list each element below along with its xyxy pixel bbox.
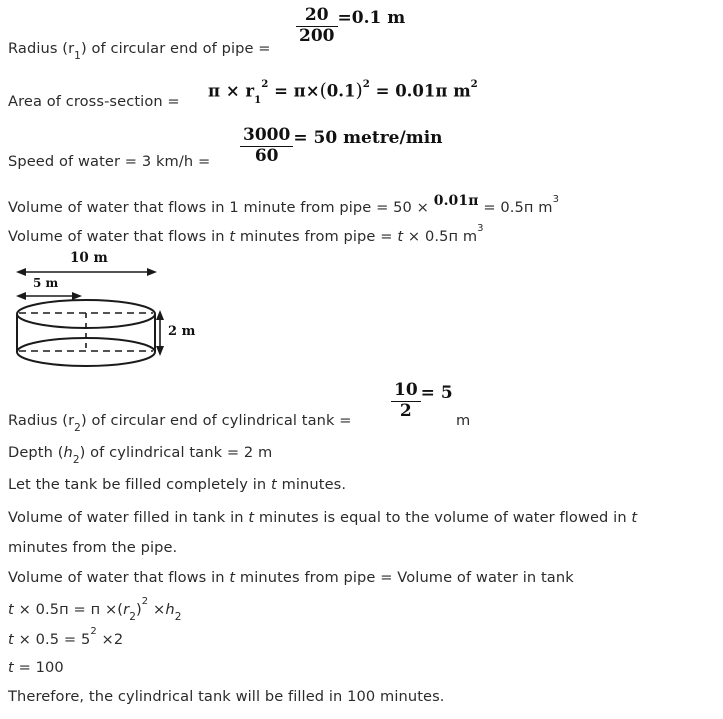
line-let-tank-filled: [8, 478, 346, 493]
line-radius-of-tank: [8, 412, 352, 434]
radius-pipe-label: Radius (r: [8, 40, 75, 57]
diameter-arrow-right-head: [147, 268, 157, 276]
line-volume-equality-1: [8, 511, 637, 526]
fraction-20-over-200: [296, 7, 338, 46]
diameter-label: 10 m: [70, 250, 108, 266]
volume-one-minute-superscript: 3: [552, 194, 560, 205]
area-paren-open: (: [319, 80, 327, 102]
fraction-denominator: 2: [399, 400, 412, 421]
radius-pipe-label-rest: ) of circular end of pipe =: [80, 40, 271, 57]
area-paren-superscript: 2: [362, 77, 370, 90]
radius-pipe-result: =0.1 m: [337, 7, 406, 28]
fraction-3000-over-60: [240, 127, 293, 166]
radius-arrow-left-head: [16, 292, 26, 300]
line-radius-of-pipe: [8, 40, 271, 62]
line-conclusion: Therefore, the cylindrical tank will be filled in 100 minutes.: [8, 688, 445, 705]
depth-part1: Depth (: [8, 444, 64, 461]
volume-t-superscript: 3: [477, 223, 484, 234]
volume-eq3-part1: Volume of water that flows in: [8, 569, 230, 586]
eq1-part3: ×: [148, 600, 166, 618]
volume-one-minute-part1: Volume of water that flows in 1 minute from pipe = 50 ×: [8, 198, 434, 216]
eq2-part1: × 0.5 = 5: [13, 630, 91, 648]
eq1-h-variable: h: [165, 600, 175, 618]
fraction-denominator: 60: [254, 145, 279, 166]
fraction-numerator: 3000: [240, 127, 293, 147]
cylinder-bottom-ellipse: [17, 338, 155, 366]
area-label: Area of cross-section =: [8, 93, 180, 110]
eq1-h-subscript: 2: [174, 610, 182, 623]
depth-variable-subscript: 2: [72, 453, 80, 466]
radius-pipe-math: [296, 5, 406, 47]
area-expr-superscript: 2: [261, 77, 269, 90]
diameter-arrow-left-head: [16, 268, 26, 276]
eq1-variable: t: [8, 600, 14, 618]
area-expr-subscript: 1: [254, 93, 262, 106]
volume-one-minute-part2: = 0.5п m: [478, 198, 553, 216]
eq2-superscript: 2: [90, 626, 97, 637]
depth-arrow-bottom-head: [156, 346, 164, 356]
line-equation-1: [8, 596, 182, 623]
let-tank-part2: minutes.: [276, 476, 347, 493]
volume-t-variable: t: [229, 227, 236, 245]
volume-eq-part1: Volume of water filled in tank in: [8, 509, 249, 526]
eq3-part1: = 100: [13, 659, 64, 676]
cylinder-svg: [0, 252, 230, 380]
radius-arrow-right-head: [72, 292, 82, 300]
area-equals-2: =: [369, 81, 396, 101]
eq1-superscript: 2: [141, 596, 149, 607]
volume-eq3-variable: t: [229, 569, 236, 586]
line-area-of-cross-section: [8, 95, 180, 110]
volume-eq-variable-2: t: [631, 509, 638, 526]
eq1-part2: ): [135, 600, 142, 618]
line-depth-of-tank: [8, 444, 273, 466]
eq1-part1: × 0.5п = п ×(: [13, 600, 124, 618]
radius-tank-label: Radius (r: [8, 412, 75, 429]
volume-one-minute-expr: 0.01π: [433, 192, 479, 209]
line-volume-one-minute: [8, 192, 560, 216]
radius-tank-math: [391, 380, 453, 422]
area-paren-value: 0.1: [326, 81, 356, 101]
volume-t-part2: minutes from pipe =: [235, 227, 398, 245]
eq2-variable: t: [8, 630, 14, 648]
radius-label: 5 m: [33, 276, 59, 290]
line-equation-3: [8, 661, 64, 676]
volume-t-variable-2: t: [397, 227, 404, 245]
area-equals-1: =: [268, 81, 294, 101]
fraction-denominator: 200: [299, 25, 335, 46]
let-tank-part1: Let the tank be filled completely in: [8, 476, 272, 493]
area-expr-pi-r: π × r: [208, 81, 255, 101]
radius-tank-label-rest: ) of circular end of cylindrical tank =: [80, 412, 352, 429]
fraction-numerator: 20: [296, 7, 338, 27]
depth-arrow-top-head: [156, 310, 164, 320]
area-expr-pi-times: π×: [293, 81, 320, 101]
speed-label: Speed of water = 3 km/h =: [8, 153, 211, 170]
depth-label: 2 m: [168, 324, 196, 339]
fraction-numerator: 10: [391, 382, 421, 402]
volume-t-part1: Volume of water that flows in: [8, 227, 230, 245]
speed-result: = 50 metre/min: [293, 127, 443, 148]
volume-t-part3: × 0.5п m: [403, 227, 478, 245]
volume-eq-part2: minutes is equal to the volume of water flowed in: [254, 509, 632, 526]
line-volume-t-minutes: [8, 223, 484, 245]
area-math: [208, 77, 478, 106]
line-equation-2: [8, 626, 124, 648]
line-volume-equality-3: [8, 571, 574, 586]
eq3-variable: t: [8, 659, 14, 676]
eq1-r-variable: r: [123, 600, 130, 618]
fraction-10-over-2: [391, 382, 421, 421]
volume-eq-variable: t: [248, 509, 255, 526]
line-volume-equality-2: minutes from the pipe.: [8, 539, 178, 556]
let-tank-variable: t: [271, 476, 277, 493]
depth-part2: ) of cylindrical tank = 2 m: [79, 444, 273, 461]
area-paren-close: ): [355, 80, 363, 102]
line-speed-of-water: [8, 155, 210, 170]
radius-tank-subscript: 2: [74, 421, 81, 434]
radius-tank-result: = 5: [420, 382, 453, 403]
area-unit-superscript: 2: [470, 77, 478, 90]
depth-variable: h: [63, 444, 73, 461]
eq2-part2: ×2: [96, 630, 124, 648]
cylindrical-tank-diagram: [0, 252, 230, 380]
speed-math: [240, 125, 443, 167]
eq1-r-subscript: 2: [129, 610, 136, 623]
radius-tank-unit: m: [456, 412, 471, 429]
volume-eq3-part2: minutes from pipe = Volume of water in tank: [235, 569, 574, 586]
area-result: 0.01π: [395, 81, 448, 101]
area-unit: m: [453, 81, 471, 101]
radius-pipe-subscript: 1: [74, 49, 81, 62]
